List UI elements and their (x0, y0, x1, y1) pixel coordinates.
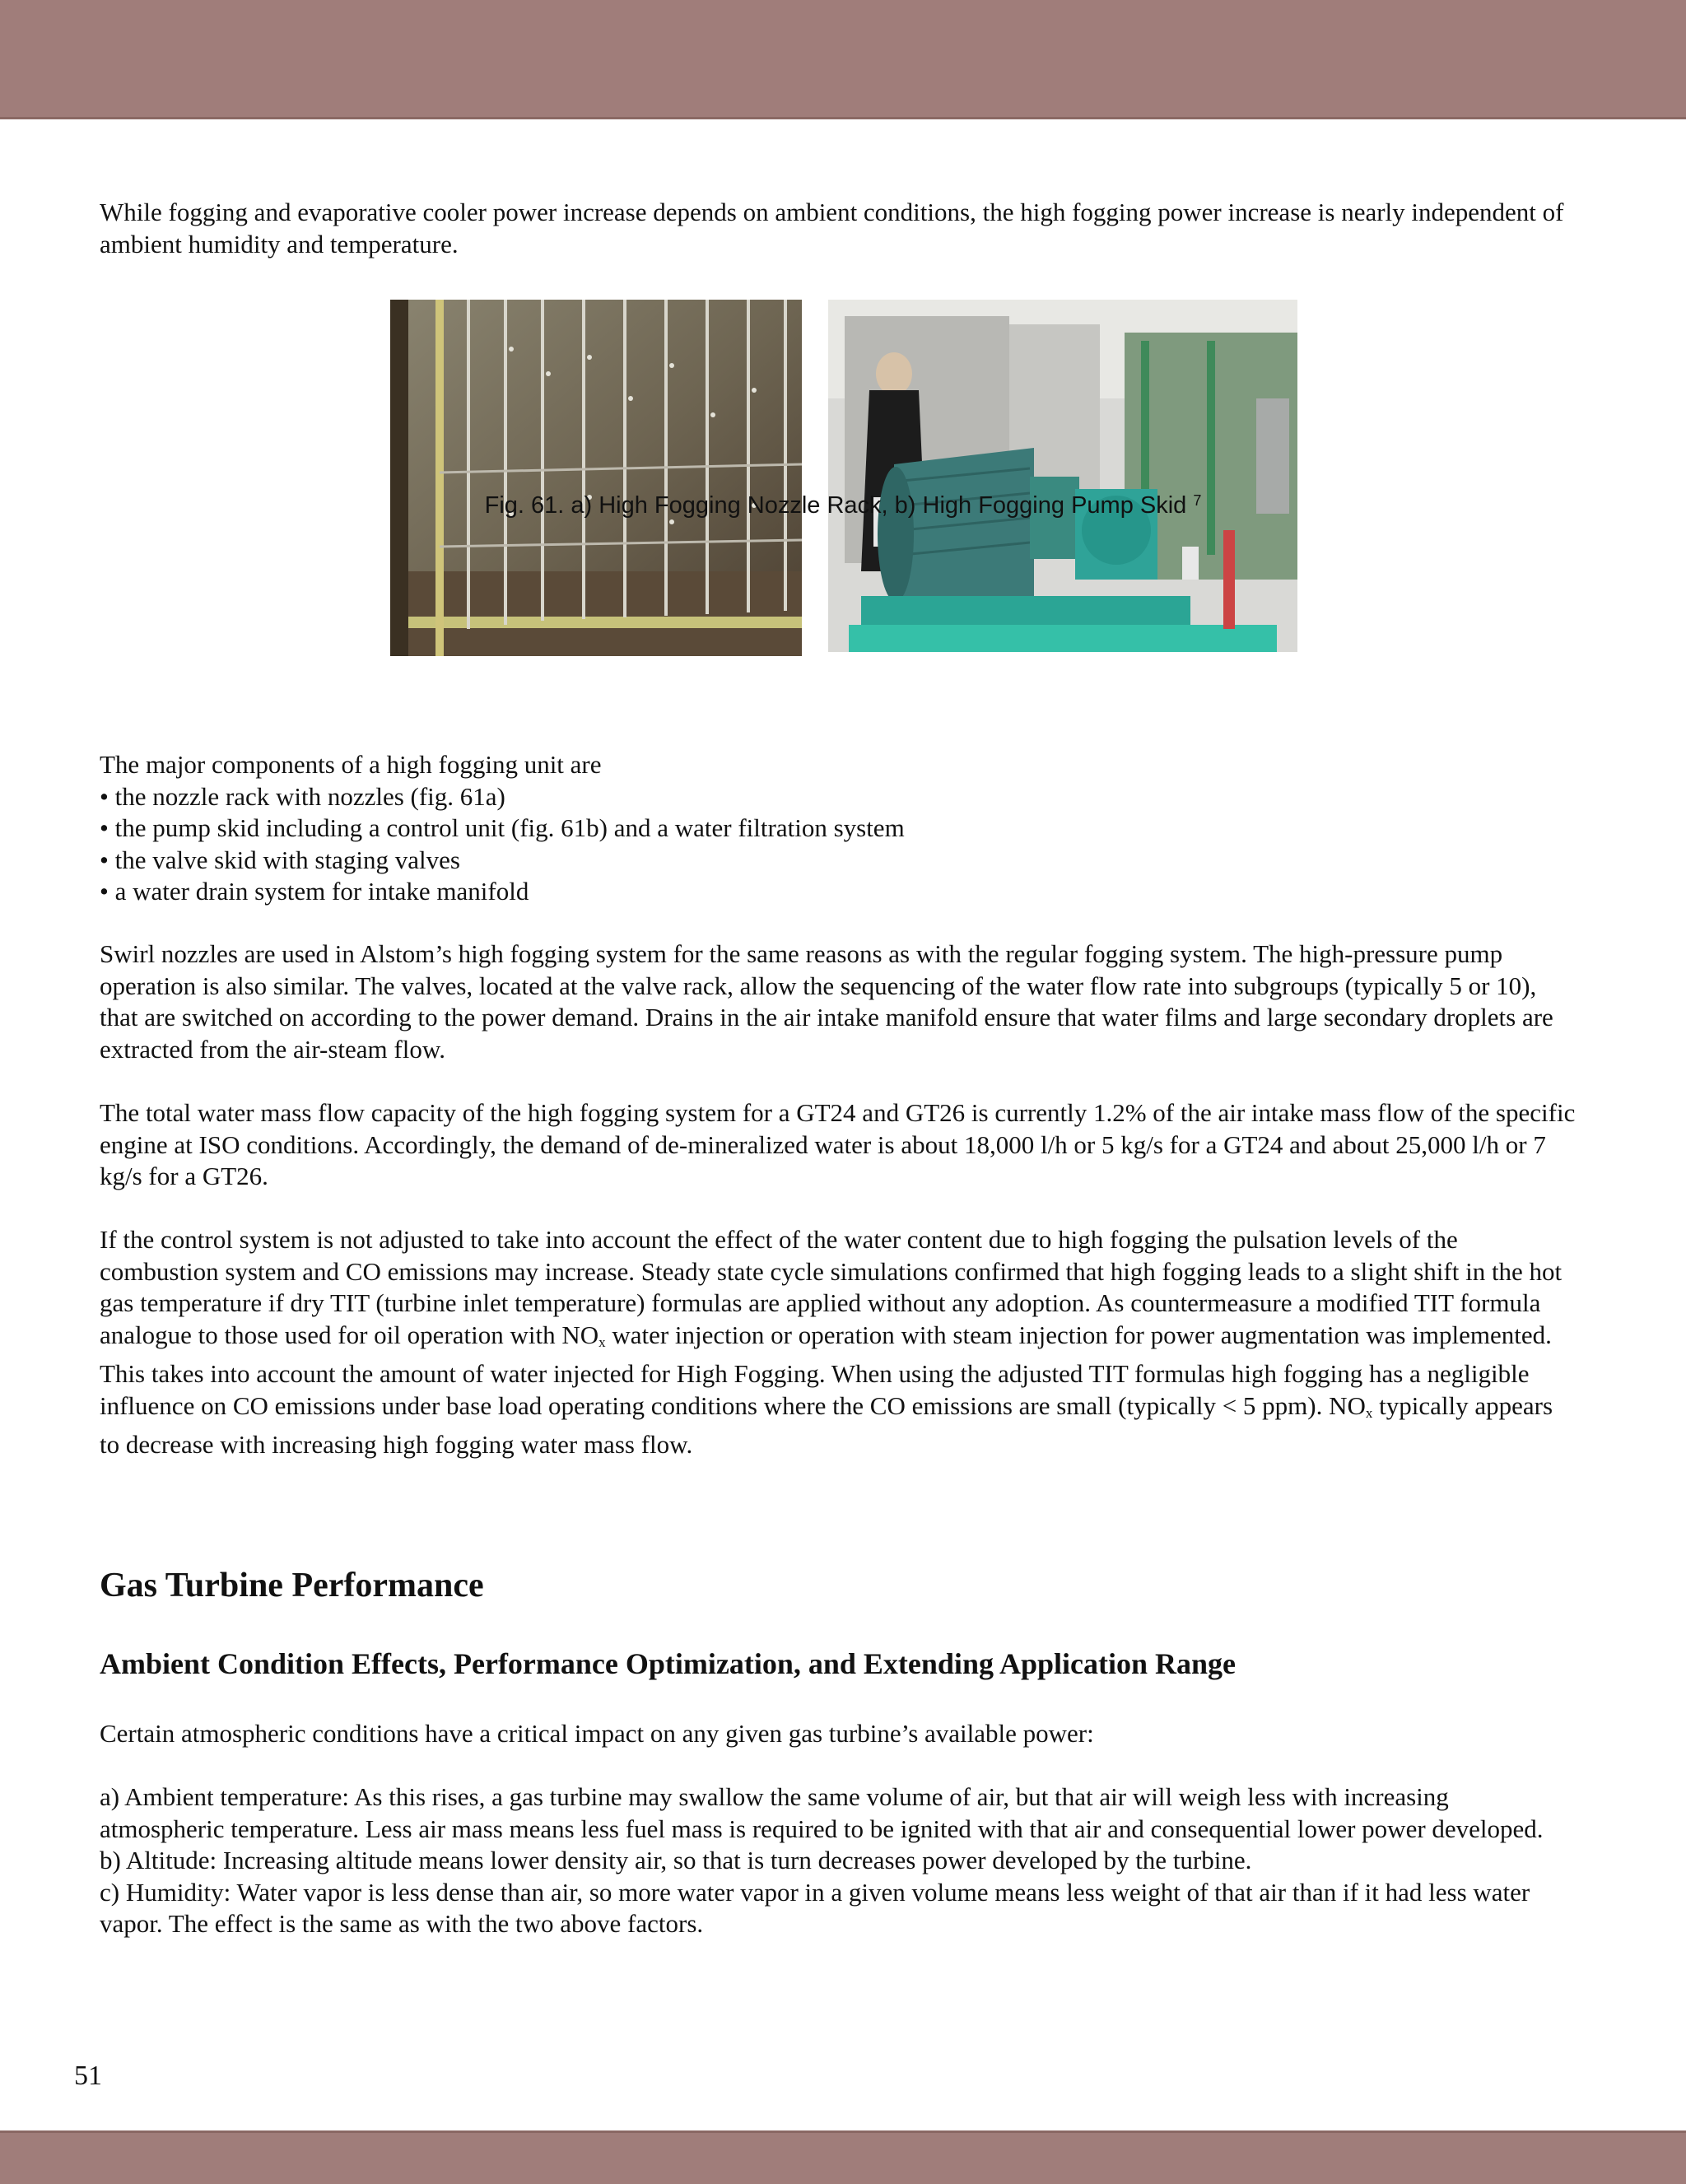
nox-subscript: x (1365, 1404, 1373, 1421)
list-item: b) Altitude: Increasing altitude means lower density air, so that is turn decreases power developed by the turbine. (100, 1846, 1252, 1874)
list-item: a) Ambient temperature: As this rises, a gas turbine may swallow the same volume of air, but that air will weigh less with increasing atmospheric temperature. Less air mass means less fuel mass is required to be ignited with that air and consequential lower power developed. (100, 1782, 1544, 1843)
section-title: Gas Turbine Performance (100, 1567, 484, 1604)
components-lead: The major components of a high fogging unit are (100, 750, 602, 779)
nozzle-rack-photo (390, 300, 802, 656)
swirl-paragraph: Swirl nozzles are used in Alstom’s high fogging system for the same reasons as with the regular fogging system. The high-pressure pump operation is also similar. The valves, located at the valve rack, allow the sequencing of the water flow rate into subgroups (typically 5 or 10), that are switched on according to the power demand. Drains in the air intake manifold ensure that water films and large secondary droplets are extracted from the air-steam flow. (100, 939, 1553, 1064)
control-text-c: typically appears to decrease with increasing high fogging water mass flow. (100, 1390, 1553, 1459)
section-subtitle: Ambient Condition Effects, Performance Optimization, and Extending Application Range (100, 1647, 1237, 1680)
list-item: c) Humidity: Water vapor is less dense than air, so more water vapor in a given volume means less weight of that air than if it had less water vapor. The effect is the same as with the two above factors. (100, 1877, 1530, 1938)
intro-paragraph (100, 196, 1577, 260)
list-item: • the valve skid with staging valves (100, 845, 460, 874)
header-band (0, 0, 1686, 119)
intro-text: While fogging and evaporative cooler power increase depends on ambient conditions, the high fogging power increase is nearly independent of ambient humidity and temperature. (100, 198, 1564, 258)
section-lead: Certain atmospheric conditions have a critical impact on any given gas turbine’s available power: (100, 1719, 1094, 1748)
list-item: • the nozzle rack with nozzles (fig. 61a) (100, 781, 505, 811)
components-list (100, 749, 1577, 908)
capacity-paragraph: The total water mass flow capacity of the high fogging system for a GT24 and GT26 is currently 1.2% of the air intake mass flow of the specific engine at ISO conditions. Accordingly, the demand of de-mineralized water is about 18,000 l/h or 5 kg/s for a GT24 and about 25,000 l/h or 7 kg/s for a GT26. (100, 1098, 1576, 1190)
control-text-b: water injection or operation with steam injection for power augmentation was implemented. This takes into account the amount of water injected for High Fogging. When using the adjusted TIT formulas high fogging has a negligible influence on CO emissions under base load operating conditions where the CO emissions are small (typically < 5 ppm). NO (100, 1320, 1552, 1420)
list-item: • a water drain system for intake manifold (100, 877, 529, 906)
nox-subscript: x (598, 1334, 606, 1350)
pump-skid-photo (828, 300, 1297, 652)
page-number: 51 (74, 2061, 102, 2091)
list-item: • the pump skid including a control unit (fig. 61b) and a water filtration system (100, 813, 905, 842)
control-paragraph (100, 1224, 1577, 1461)
conditions-list (100, 1781, 1577, 1940)
figure-caption (0, 491, 1686, 520)
footer-band (0, 2130, 1686, 2184)
figure-caption-text: Fig. 61. a) High Fogging Nozzle Rack, b) High Fogging Pump Skid (484, 492, 1187, 519)
control-text-a: If the control system is not adjusted to take into account the effect of the water content due to high fogging the pulsation levels of the combustion system and CO emissions may increase. Steady state cycle simulations confirmed that high fogging leads to a slight shift in the hot gas temperature if dry TIT (turbine inlet temperature) formulas are applied without any adoption. As countermeasure a modified TIT formula analogue to those used for oil operation with NO (100, 1225, 1563, 1349)
figure-caption-ref: 7 (1193, 492, 1202, 509)
